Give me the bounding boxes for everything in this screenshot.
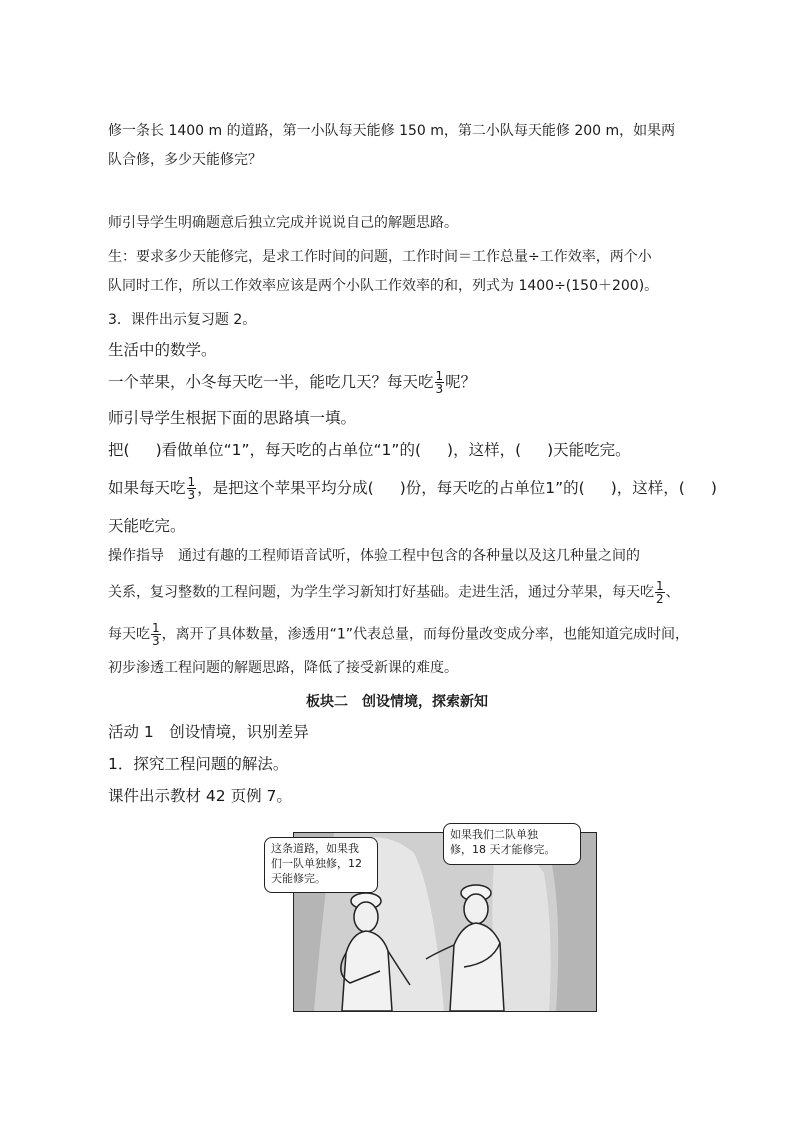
fill-text: 如果每天吃: [108, 479, 186, 497]
operation-guide-line-2: [108, 580, 680, 605]
fraction-numerator: 1: [152, 621, 160, 635]
guide-text: 每天吃: [108, 626, 150, 643]
fraction-denominator: 3: [152, 634, 160, 648]
speech-bubble-team-two: 如果我们二队单独 修，18 天才能修完。: [443, 823, 581, 865]
fill-text: )看做单位“1”，每天吃的占单位“1”的(: [155, 441, 422, 459]
fill-text: )天能吃完。: [547, 441, 631, 459]
apple-question: [108, 370, 476, 395]
student-answer-line-1: 生：要求多少天能修完，是求工作时间的问题，工作时间＝工作总量÷工作效率，两个小: [108, 249, 652, 265]
fraction-one-half: [655, 580, 665, 605]
fraction-one-third: [151, 622, 161, 647]
item-1: 1．探究工程问题的解法。: [108, 755, 289, 773]
operation-guide-line-3: [108, 622, 689, 647]
section-title: 板块二 创设情境，探索新知: [306, 694, 488, 710]
fill-in-line-2: [108, 476, 717, 501]
fraction-numerator: 1: [656, 579, 664, 593]
teacher-guidance: 师引导学生明确题意后独立完成并说说自己的解题思路。: [108, 215, 458, 231]
guide-text: 、: [665, 584, 680, 601]
item-2: 课件出示教材 42 页例 7。: [108, 787, 292, 805]
fraction-one-third: [187, 476, 197, 501]
problem-text-line-2: 队合修，多少天能修完？: [108, 152, 262, 168]
fill-text: )，这样，(: [447, 441, 522, 459]
operation-guide-line-1: 操作指导 通过有趣的工程师语音试听，体验工程中包含的各种量以及这几种量之间的: [108, 548, 640, 564]
operation-guide-line-4: 初步渗透工程问题的解题思路，降低了接受新课的难度。: [108, 660, 458, 676]
math-in-life: 生活中的数学。: [108, 341, 217, 359]
fraction-numerator: 1: [187, 475, 196, 489]
fraction-denominator: 3: [435, 382, 444, 396]
guide-text: ，离开了具体数量，渗透用“1”代表总量，而每份量改变成分率，也能知道完成时间，: [161, 626, 690, 643]
fill-in-line-3: 天能吃完。: [108, 517, 186, 535]
fraction-denominator: 3: [187, 488, 196, 502]
fraction-denominator: 2: [656, 592, 664, 606]
fill-text: ): [710, 479, 717, 497]
fraction-one-third: [435, 370, 445, 395]
apple-question-end: 呢？: [445, 373, 477, 391]
apple-question-text: 一个苹果，小冬每天吃一半，能吃几天？每天吃: [108, 373, 434, 391]
activity-heading: 活动 1 创设情境，识别差异: [108, 723, 309, 741]
review-item-3: 3．课件出示复习题 2。: [108, 312, 257, 328]
fill-in-line-1: [108, 440, 631, 460]
fill-text: )份，每天吃的占单位1”的(: [399, 479, 585, 497]
fill-text: ，是把这个苹果平均分成(: [197, 479, 374, 497]
fill-text: )，这样，(: [610, 479, 685, 497]
speech-bubble-team-one: 这条道路，如果我 们一队单独修，12 天能修完。: [264, 837, 378, 893]
fill-in-instruction: 师引导学生根据下面的思路填一填。: [108, 409, 357, 427]
student-answer-line-2: 队同时工作，所以工作效率应该是两个小队工作效率的和，列式为 1400÷(150＋200)。: [108, 278, 659, 294]
fraction-numerator: 1: [435, 369, 444, 383]
guide-text: 关系，复习整数的工程问题，为学生学习新知打好基础。走进生活，通过分苹果，每天吃: [108, 584, 654, 601]
problem-text-line-1: 修一条长 1400 m 的道路，第一小队每天能修 150 m，第二小队每天能修 200 m，如果两: [108, 123, 676, 139]
fill-text: 把(: [108, 441, 130, 459]
